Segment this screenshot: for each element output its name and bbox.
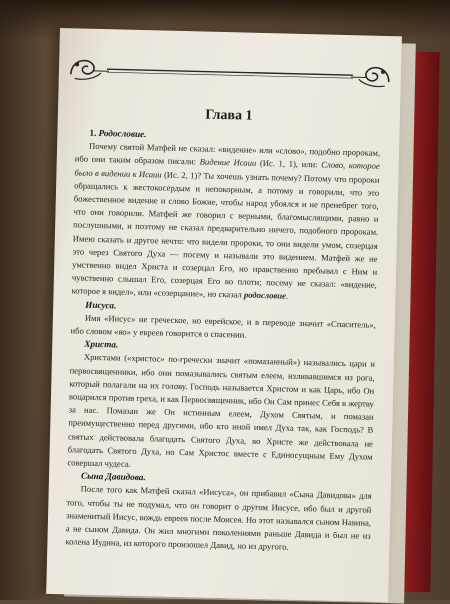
text-run: Имя «Иисус» не греческое, но еврейское, и в переводе значит «Спаситель», ибо словом «яо» у евреев говорится о спасении. xyxy=(70,312,376,340)
body-text xyxy=(65,126,380,556)
section-heading-text: Иисуса. xyxy=(85,299,117,311)
paragraph xyxy=(71,140,380,306)
text-run: Видение Исаии xyxy=(199,156,257,169)
text-run: (Ис. 2, 1)? Ты хочешь узнать почему? Потому что пророки обращались к жестокосердым и непокорным, а потому и говорили, что это божественное видение и слово Божие, чтобы народ убоялся и не пренебрег того, что они говорили. Матфей же говорил с верными, благомыслящими, равно и послушными, и поэтому не сказал предварительно ничего, подобного пророкам. Имею сказать и другое нечто: что видели пророки, то они видели умом, созерцая это через Святого Духа — посему и называли это видением. Матфей же не умственно видел Христа и созерцал Его, но нравственно пребывал с Ним и чувственно слышал Его, созерцая Его во плоти; посему не сказал: «видение, которое я видел», или «созерцание», но сказал xyxy=(71,169,380,301)
text-run: Слово, которое было в видении к Исаии xyxy=(74,159,380,180)
section-heading-text: Христа. xyxy=(84,338,119,350)
section-heading-text: Родословие. xyxy=(98,127,147,140)
text-run: Почему святой Матфей не сказал: «видение» или «слово», подобно пророкам, ибо они таким образом писали: xyxy=(74,140,381,167)
ornament-header xyxy=(67,52,394,90)
section-heading-text: Сына Давидова. xyxy=(80,470,146,483)
paragraph xyxy=(67,351,375,477)
paragraph xyxy=(65,483,372,556)
ornament-svg xyxy=(67,52,394,90)
chapter-title: Глава 1 xyxy=(205,107,253,124)
text-run: родословие xyxy=(243,290,287,302)
section-number: 1. xyxy=(89,127,99,138)
text-run: Христами («христос» по-гречески значит «помазанный») назывались цари и первосвященники, ибо они помазывались святым елеем, изливавшимся из рога, который полагали на их голову. Господь называется Христом и как Царь, ибо Он воцарился против греха, и как Первосвященник, ибо Он Сам принес Себя в жертву за нас. Помазан же Он истинным елеем, Духом Святым, и помазан преимущественно перед другими, ибо кто иной имел Духа так, как Господь? В святых действовала благодать Святого Духа, во Христе же действовала не благодать Святого Духа, но Сам Христос вместе с Единосущным Ему Духом совершал чудеса. xyxy=(67,352,376,469)
text-run: . xyxy=(285,291,289,302)
book-page xyxy=(46,28,402,602)
text-run: (Ис. 1, 1), или: xyxy=(256,158,322,170)
text-run: После того как Матфей сказал «Иисуса», он прибавил «Сына Давидова» для того, чтобы ты не подумал, что он говорит о другом Иисусе, ибо был и другой знаменитый Иисус, вождь евреев после Моисея. Но этот назывался сыном Навина, а не сыном Давида. Он жил многими поколениями раньше Давида и был не из колена Иудина, из которого произошел Давид, но из другого. xyxy=(65,484,372,553)
